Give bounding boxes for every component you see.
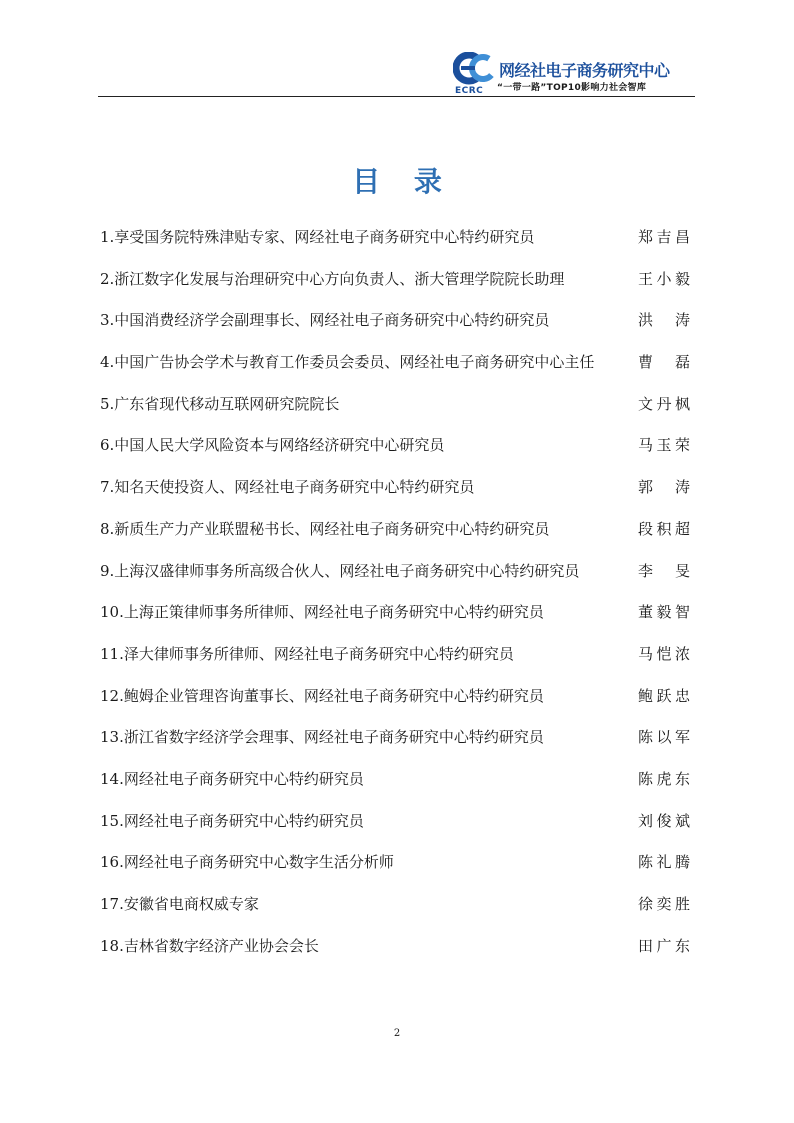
toc-entry-title: 3.中国消费经济学会副理事长、网经社电子商务研究中心特约研究员 — [100, 311, 550, 330]
toc-author-name: 陈礼腾 — [638, 853, 690, 872]
toc-item[interactable] — [100, 560, 690, 602]
table-of-contents — [100, 226, 690, 976]
toc-item[interactable] — [100, 893, 690, 935]
toc-author-name: 郑吉昌 — [638, 228, 690, 246]
toc-entry-title: 14.网经社电子商务研究中心特约研究员 — [100, 769, 364, 788]
toc-author-name: 田广东 — [638, 936, 690, 955]
toc-entry-title: 1.享受国务院特殊津贴专家、网经社电子商务研究中心特约研究员 — [100, 228, 535, 246]
page-number: 2 — [393, 1028, 401, 1039]
toc-author-name: 文丹枫 — [638, 394, 690, 413]
toc-item[interactable] — [100, 393, 690, 435]
toc-author-name: 李 旻 — [638, 561, 690, 580]
toc-item[interactable] — [100, 351, 690, 393]
toc-item[interactable] — [100, 434, 690, 476]
toc-item[interactable] — [100, 601, 690, 643]
toc-entry-title: 17.安徽省电商权威专家 — [100, 895, 259, 913]
toc-entry-title: 18.吉林省数字经济产业协会会长 — [100, 936, 319, 955]
toc-item[interactable] — [100, 810, 690, 852]
toc-entry-title: 11.泽大律师事务所律师、网经社电子商务研究中心特约研究员 — [100, 644, 514, 663]
toc-author-name: 陈以军 — [638, 728, 690, 747]
toc-entry-title: 15.网经社电子商务研究中心特约研究员 — [100, 811, 364, 830]
organization-name: 网经社电子商务研究中心 — [499, 61, 670, 80]
toc-author-name: 鲍跃忠 — [638, 686, 690, 705]
organization-slogan: “一带一路”TOP10影响力社会智库 — [497, 83, 647, 93]
toc-author-name: 徐奕胜 — [638, 895, 690, 913]
page-header — [98, 50, 695, 97]
toc-entry-title: 2.浙江数字化发展与治理研究中心方向负责人、浙大管理学院院长助理 — [100, 269, 565, 288]
toc-item[interactable] — [100, 226, 690, 268]
toc-author-name: 马玉荣 — [638, 436, 690, 455]
toc-author-name: 王小毅 — [638, 269, 690, 288]
toc-entry-title: 12.鲍姆企业管理咨询董事长、网经社电子商务研究中心特约研究员 — [100, 686, 544, 705]
toc-author-name: 郭 涛 — [638, 478, 690, 497]
toc-item[interactable] — [100, 643, 690, 685]
page-title: 目 录 — [352, 165, 454, 198]
toc-author-name: 马恺浓 — [638, 644, 690, 663]
toc-item[interactable] — [100, 726, 690, 768]
toc-item[interactable] — [100, 518, 690, 560]
toc-entry-title: 6.中国人民大学风险资本与网络经济研究中心研究员 — [100, 436, 445, 455]
toc-item[interactable] — [100, 309, 690, 351]
toc-item[interactable] — [100, 768, 690, 810]
toc-entry-title: 7.知名天使投资人、网经社电子商务研究中心特约研究员 — [100, 478, 475, 497]
toc-author-name: 段积超 — [638, 519, 690, 538]
toc-entry-title: 10.上海正策律师事务所律师、网经社电子商务研究中心特约研究员 — [100, 603, 544, 622]
toc-entry-title: 8.新质生产力产业联盟秘书长、网经社电子商务研究中心特约研究员 — [100, 519, 550, 538]
toc-item[interactable] — [100, 851, 690, 893]
toc-entry-title: 4.中国广告协会学术与教育工作委员会委员、网经社电子商务研究中心主任 — [100, 353, 595, 372]
toc-author-name: 董毅智 — [638, 603, 690, 622]
toc-author-name: 洪 涛 — [638, 311, 690, 330]
toc-item[interactable] — [100, 685, 690, 727]
toc-author-name: 曹 磊 — [638, 353, 690, 372]
toc-entry-title: 16.网经社电子商务研究中心数字生活分析师 — [100, 853, 394, 872]
toc-item[interactable] — [100, 476, 690, 518]
toc-author-name: 陈虎东 — [638, 769, 690, 788]
toc-author-name: 刘俊斌 — [638, 811, 690, 830]
ecrc-logo — [453, 52, 693, 96]
toc-item[interactable] — [100, 268, 690, 310]
toc-item[interactable] — [100, 935, 690, 977]
toc-entry-title: 5.广东省现代移动互联网研究院院长 — [100, 394, 340, 413]
toc-entry-title: 9.上海汉盛律师事务所高级合伙人、网经社电子商务研究中心特约研究员 — [100, 561, 580, 580]
toc-entry-title: 13.浙江省数字经济学会理事、网经社电子商务研究中心特约研究员 — [100, 728, 544, 747]
logo-abbreviation: ECRC — [455, 86, 484, 96]
